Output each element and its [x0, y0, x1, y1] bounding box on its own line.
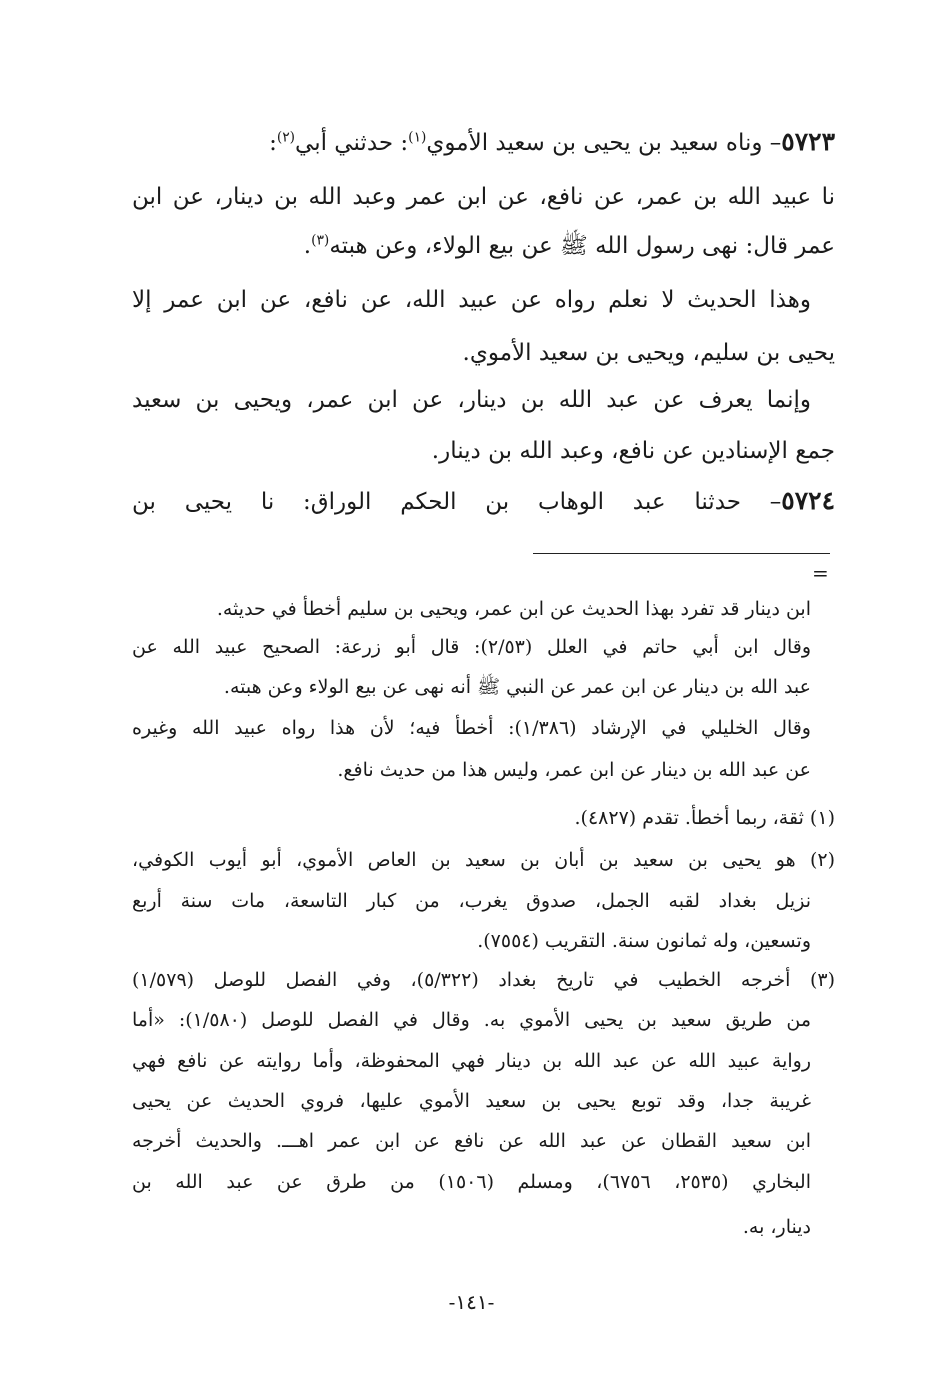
text-span: – حدثنا عبد الوهاب بن الحكم الوراق: نا يحيى بن — [132, 489, 782, 515]
text-span: : — [269, 130, 277, 156]
footnote-3-line-5: ابن سعيد القطان عن عبد الله عن نافع عن ابن عمر اهـــ. والحديث أخرجه — [132, 1130, 811, 1152]
footnote-ref-3: (٣) — [311, 232, 330, 249]
hadith-5723-line-3 — [304, 231, 835, 261]
hadith-number-5724: ٥٧٢٤ — [781, 486, 835, 515]
paragraph-2-line-1: وهذا الحديث لا نعلم رواه عن عبيد الله، عن نافع، عن ابن عمر إلا — [132, 287, 811, 313]
text-span: : حدثني أبي — [295, 130, 409, 156]
page-number: -١٤١- — [448, 1290, 495, 1314]
text-span: . — [303, 233, 312, 259]
paragraph-2-line-2: يحيى بن سليم، ويحيى بن سعيد الأموي. — [462, 340, 835, 366]
footnote-cont-line-1: ابن دينار قد تفرد بهذا الحديث عن ابن عمر، ويحيى بن سليم أخطأ في حديثه. — [216, 598, 811, 620]
footnote-3-line-2: من طريق سعيد بن يحيى الأموي به. وقال في الفصل للوصل (١/٥٨٠): «أما — [132, 1009, 811, 1031]
text-span: – وناه سعيد بن يحيى بن سعيد الأموي — [426, 130, 782, 156]
footnote-cont-line-2: وقال ابن أبي حاتم في العلل (٢/٥٣): قال أبو زرعة: الصحيح عبيد الله عن — [132, 636, 812, 658]
footnote-3-line-3: رواية عبيد الله عن عبد الله بن دينار فهي المحفوظة، وأما روايته عن نافع فهي — [132, 1050, 811, 1072]
footnote-2-line-1: (٢) هو يحيى بن سعيد بن أبان بن سعيد بن العاص الأموي، أبو أيوب الكوفي، — [132, 849, 835, 871]
hadith-5723-line-2: نا عبيد الله بن عمر، عن نافع، عن ابن عمر وعبد الله بن دينار، عن ابن — [132, 184, 835, 210]
hadith-5724-line-1 — [132, 486, 835, 517]
footnote-2-line-3: وتسعين، وله ثمانون سنة. التقريب (٧٥٥٤). — [477, 930, 811, 952]
footnote-3-line-7: دينار، به. — [742, 1216, 811, 1238]
hadith-5723-line-1 — [269, 127, 835, 158]
footnote-separator — [533, 553, 830, 554]
paragraph-3-line-1: وإنما يعرف عن عبد الله بن دينار، عن ابن عمر، ويحيى بن سعيد — [132, 387, 811, 413]
continuation-mark: = — [812, 561, 829, 585]
text-span: عمر قال: نهى رسول الله ﷺ عن بيع الولاء، وعن هبته — [329, 233, 835, 259]
footnote-cont-line-3: عبد الله بن دينار عن ابن عمر عن النبي ﷺ أنه نهى عن بيع الولاء وعن هبته. — [223, 676, 811, 698]
footnote-cont-line-4: وقال الخليلي في الإرشاد (١/٣٨٦): أخطأ فيه؛ لأن هذا رواه عبيد الله وغيره — [132, 717, 811, 739]
footnote-2-line-2: نزيل بغداد لقبه الجمل، صدوق يغرب، من كبار التاسعة، مات سنة أربع — [132, 890, 811, 912]
paragraph-3-line-2: جمع الإسنادين عن نافع، وعبد الله بن دينار. — [431, 438, 835, 464]
hadith-number-5723: ٥٧٢٣ — [781, 127, 835, 156]
footnote-ref-2: (٢) — [276, 129, 296, 146]
footnote-ref-1: (١) — [408, 129, 427, 146]
footnote-3-line-6: البخاري (٢٥٣٥، ٦٧٥٦)، ومسلم (١٥٠٦) من طرق عن عبد الله بن — [132, 1171, 812, 1193]
footnote-3-line-1: (٣) أخرجه الخطيب في تاريخ بغداد (٥/٣٢٢)، وفي الفصل للوصل (١/٥٧٩) — [132, 969, 836, 991]
footnote-cont-line-5: عن عبد الله بن دينار عن ابن عمر، وليس هذا من حديث نافع. — [337, 759, 811, 781]
footnote-3-line-4: غريبة جدا، وقد توبع يحيى بن سعيد الأموي عليها، فروي الحديث عن يحيى — [132, 1090, 811, 1112]
footnote-1: (١) ثقة، ربما أخطأ. تقدم (٤٨٢٧). — [574, 807, 835, 829]
